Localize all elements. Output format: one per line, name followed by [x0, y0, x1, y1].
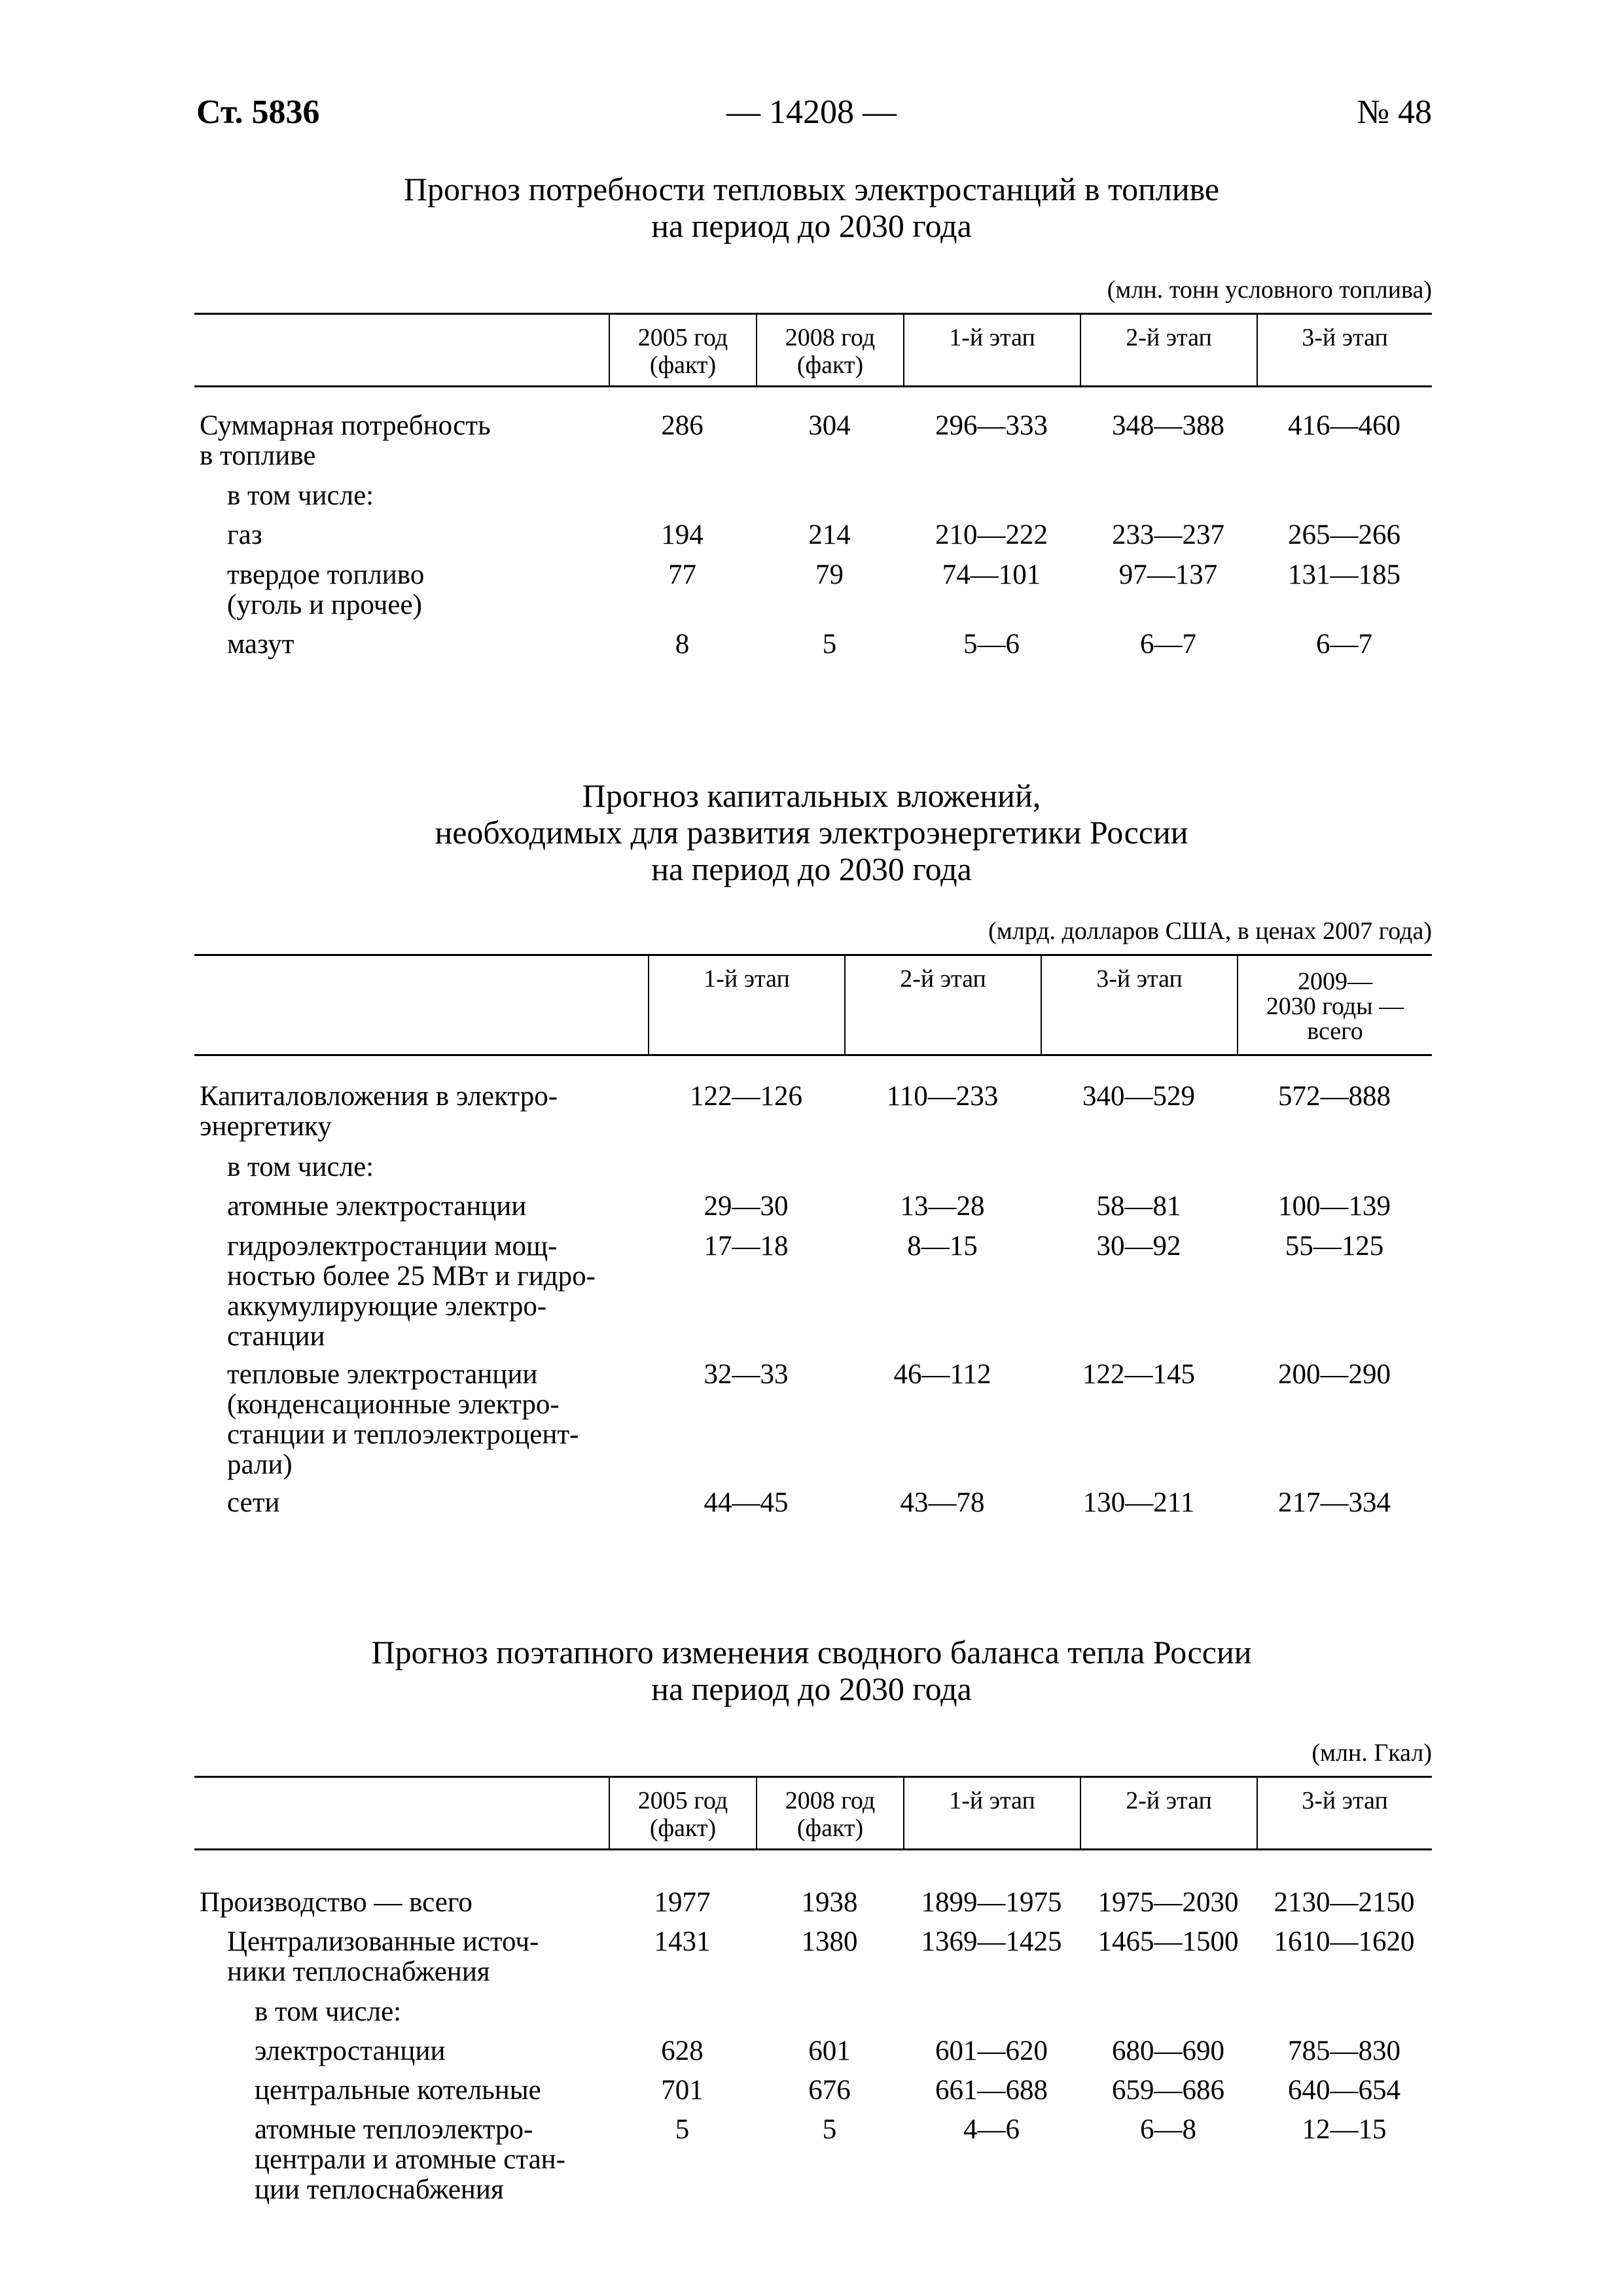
table-cell: 43—78: [900, 1487, 985, 1518]
table-cell: 8—15: [907, 1231, 978, 1262]
table-cell: 348—388: [1112, 410, 1224, 441]
row-label: Капиталовложения в электро- энергетику: [200, 1081, 558, 1142]
table-cell: 676: [808, 2075, 851, 2106]
table1-title-line1: Прогноз потребности тепловых электростанций в топливе: [403, 171, 1220, 207]
page-reference: Ст. 5836: [196, 94, 320, 131]
table-cell: 659—686: [1112, 2075, 1224, 2106]
table-cell: 110—233: [886, 1081, 999, 1112]
table-cell: 79: [815, 559, 844, 590]
table-cell: 122—145: [1082, 1359, 1195, 1390]
table3-col-header: 3-й этап: [1257, 1778, 1432, 1848]
table-cell: 1610—1620: [1274, 1926, 1415, 1957]
table-cell: 661—688: [935, 2075, 1048, 2106]
table-cell: 785—830: [1288, 2036, 1400, 2066]
table-cell: 8: [675, 629, 690, 660]
table2-col-header: 3-й этап: [1041, 956, 1237, 1054]
table-cell: 601: [808, 2036, 851, 2066]
table1-col-header: 3-й этап: [1257, 315, 1432, 385]
table3-header: [194, 1776, 1432, 1850]
table-cell: 217—334: [1278, 1487, 1391, 1518]
table-cell: 46—112: [893, 1359, 991, 1390]
row-label: мазут: [227, 629, 294, 660]
row-label: тепловые электростанции (конденсационные электро- станции и теплоэлектроцент- рали): [227, 1359, 579, 1480]
table3-col-header: 2008 год (факт): [756, 1778, 903, 1848]
table-cell: 2130—2150: [1274, 1887, 1415, 1918]
row-label: гидроэлектростанции мощ- ностью более 25 МВт и гидро- аккумулирующие электро- станции: [227, 1231, 596, 1352]
table2-col-header: 2009— 2030 годы — всего: [1237, 956, 1432, 1054]
table1: [194, 313, 1432, 387]
table-cell: 17—18: [704, 1231, 789, 1262]
table-cell: 4—6: [963, 2114, 1020, 2145]
table2-col-header: 1-й этап: [648, 956, 844, 1054]
table-cell: 5: [822, 629, 837, 660]
table-cell: 13—28: [900, 1191, 985, 1222]
row-label: Производство — всего: [200, 1887, 473, 1918]
table-cell: 1938: [801, 1887, 858, 1918]
table-cell: 1899—1975: [921, 1887, 1062, 1918]
table-cell: 233—237: [1112, 520, 1224, 550]
table-cell: 1380: [801, 1926, 858, 1957]
table1-col-header: 2-й этап: [1080, 315, 1257, 385]
row-label: Суммарная потребность в топливе: [200, 410, 491, 471]
table-cell: 29—30: [704, 1191, 789, 1222]
row-label: в том числе:: [227, 480, 374, 511]
table1-col-header: 1-й этап: [903, 315, 1080, 385]
table-cell: 210—222: [935, 520, 1048, 550]
table-cell: 680—690: [1112, 2036, 1224, 2066]
table2-title-line1: Прогноз капитальных вложений,: [582, 777, 1041, 814]
table-cell: 131—185: [1288, 559, 1400, 590]
table2-title-line2: необходимых для развития электроэнергетики России: [435, 814, 1188, 851]
table-cell: 640—654: [1288, 2075, 1400, 2106]
table-cell: 296—333: [935, 410, 1048, 441]
table-cell: 30—92: [1096, 1231, 1181, 1262]
table1-col-header: 2008 год (факт): [756, 315, 903, 385]
row-label: в том числе:: [227, 1152, 374, 1182]
table-cell: 304: [808, 410, 851, 441]
table-cell: 100—139: [1278, 1191, 1391, 1222]
row-label: в том числе:: [255, 1996, 402, 2027]
table-cell: 55—125: [1285, 1231, 1384, 1262]
table2-unit: (млрд. долларов США, в ценах 2007 года): [988, 917, 1432, 945]
table3-title-line1: Прогноз поэтапного изменения сводного баланса тепла России: [371, 1634, 1252, 1670]
table-cell: 32—33: [704, 1359, 789, 1390]
table2-title-line3: на период до 2030 года: [651, 851, 972, 887]
table-cell: 1369—1425: [921, 1926, 1062, 1957]
table1-col-header: 2005 год (факт): [609, 315, 756, 385]
table-cell: 572—888: [1278, 1081, 1391, 1112]
table2-header: [194, 954, 1432, 1056]
table-cell: 5: [822, 2114, 837, 2145]
table-cell: 286: [661, 410, 704, 441]
table3-col-header: 1-й этап: [903, 1778, 1080, 1848]
table-cell: 122—126: [690, 1081, 802, 1112]
table-cell: 12—15: [1302, 2114, 1387, 2145]
table-cell: 701: [661, 2075, 704, 2106]
row-label: центральные котельные: [255, 2075, 541, 2106]
table-cell: 194: [661, 520, 704, 550]
row-label: сети: [227, 1487, 280, 1518]
table-cell: 6—7: [1316, 629, 1372, 660]
table3-unit: (млн. Гкал): [1311, 1739, 1432, 1767]
row-label: электростанции: [255, 2036, 446, 2066]
table-cell: 200—290: [1278, 1359, 1391, 1390]
table3-col-header: 2005 год (факт): [609, 1778, 756, 1848]
table-cell: 58—81: [1096, 1191, 1181, 1222]
table2-title: [0, 777, 1623, 887]
table-cell: 130—211: [1082, 1487, 1195, 1518]
table1-title: [0, 171, 1623, 244]
table-cell: 1431: [654, 1926, 711, 1957]
row-label: газ: [227, 520, 262, 550]
table-cell: 5—6: [963, 629, 1020, 660]
table-cell: 74—101: [942, 559, 1041, 590]
table-cell: 1465—1500: [1097, 1926, 1239, 1957]
table2-col-header: 2-й этап: [844, 956, 1041, 1054]
table3-title: [0, 1634, 1623, 1707]
table-cell: 416—460: [1288, 410, 1400, 441]
table-cell: 1975—2030: [1097, 1887, 1239, 1918]
table3-col-header: 2-й этап: [1080, 1778, 1257, 1848]
row-label: атомные теплоэлектро- централи и атомные стан- ции теплоснабжения: [255, 2114, 566, 2205]
table-cell: 77: [668, 559, 696, 590]
table2: [194, 954, 1432, 1056]
table-cell: 44—45: [704, 1487, 789, 1518]
table-cell: 5: [675, 2114, 690, 2145]
table1-header: [194, 313, 1432, 387]
table-cell: 628: [661, 2036, 704, 2066]
table1-title-line2: на период до 2030 года: [651, 207, 972, 244]
table-cell: 6—8: [1140, 2114, 1196, 2145]
page-number: — 14208 —: [726, 94, 897, 131]
table3-title-line2: на период до 2030 года: [651, 1670, 972, 1707]
table-cell: 214: [808, 520, 851, 550]
table-cell: 97—137: [1118, 559, 1218, 590]
row-label: атомные электростанции: [227, 1191, 527, 1222]
table-cell: 6—7: [1140, 629, 1196, 660]
table3: [194, 1776, 1432, 1850]
table-cell: 1977: [654, 1887, 711, 1918]
row-label: Централизованные источ- ники теплоснабжения: [227, 1926, 539, 1987]
row-label: твердое топливо (уголь и прочее): [227, 559, 425, 620]
issue-number: № 48: [1357, 94, 1432, 131]
table1-unit: (млн. тонн условного топлива): [1107, 276, 1432, 304]
table-cell: 265—266: [1288, 520, 1400, 550]
table-cell: 601—620: [935, 2036, 1048, 2066]
table-cell: 340—529: [1082, 1081, 1195, 1112]
